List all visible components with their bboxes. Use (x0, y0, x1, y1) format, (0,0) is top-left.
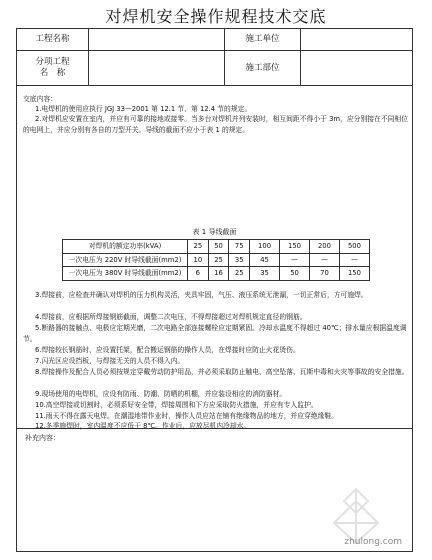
sub-project-label-line-1: 分项工程 (35, 57, 70, 67)
sub-project-label-line-2: 名 称 (39, 68, 66, 78)
project-name-label: 工程名称 (17, 29, 89, 50)
table-power-cell: 75 (229, 240, 250, 254)
table-cell: 50 (280, 267, 310, 281)
construction-dept-value[interactable] (301, 51, 414, 85)
content-item-1: 1.电焊机的使用应执行 JGJ 33—2001 第 12.1 节、第 12.4 节的规定。 (35, 105, 252, 113)
content-item-5: 5.断路器的接触点、电极应定期光磨，二次电路全部连接螺栓应定期紧固。冷却水温度不得超过 40℃；排水量应根据温度调节。 (23, 324, 407, 343)
content-item-3: 3.焊接前，应检查并确认对焊机的压力机构灵活，夹具牢固，气压、液压系统无泄漏，一切正常后，方可施焊。 (35, 291, 368, 299)
page-title: 对焊机安全操作规程技术交底 (105, 7, 327, 26)
header-row-1 (17, 29, 412, 51)
content-item-9: 9.现场使用的电焊机，应设有防雨、防潮、防晒的机棚，并应装设相应的消防器材。 (35, 390, 287, 398)
watermark-text: zhulong.com (344, 537, 402, 547)
content-item-12: 12.冬季施焊时，室内温度不应低于 8℃。作业后，应放尽机内冷却水。 (35, 422, 251, 430)
table-cell: 6 (188, 267, 209, 281)
table-row-label: 一次电压为 220V 时导线截面(mm2) (63, 253, 188, 267)
watermark-logo-icon (308, 485, 404, 545)
disclosure-content (17, 86, 412, 429)
content-item-11: 11.雨天不得在露天电焊。在潮湿地带作业时，操作人员应站在铺有绝缘物品的地方，并应穿绝缘鞋。 (35, 412, 339, 420)
disclosure-form (16, 28, 413, 552)
project-name-value[interactable] (89, 29, 225, 50)
table-header-label: 对焊机的额定功率(kVA) (63, 240, 188, 254)
supplement-section[interactable] (17, 429, 412, 551)
table-cell: 70 (310, 267, 340, 281)
content-item-6: 6.焊接较长钢筋时，应设置托架，配合搬运钢筋的操作人员，在焊接时应防止火花烫伤。 (35, 346, 300, 354)
table-power-cell: 150 (280, 240, 310, 254)
table-caption: 表 1 导线截面 (192, 228, 237, 236)
table-cell: 16 (208, 267, 229, 281)
table-cell: 150 (339, 267, 369, 281)
table-cell: 45 (250, 253, 280, 267)
construction-dept-label: 施工部位 (225, 51, 301, 85)
table-cell: — (280, 253, 310, 267)
table-row-label: 一次电压为 380V 时导线截面(mm2) (63, 267, 188, 281)
table-power-cell: 50 (208, 240, 229, 254)
table-row (63, 253, 370, 267)
table-power-cell: 200 (310, 240, 340, 254)
content-item-10: 10.高空焊接或切割时，必须系好安全带，焊接周围和下方应采取防火措施，并应有专人监护。 (35, 401, 318, 409)
table-power-cell: 25 (188, 240, 209, 254)
table-cell: 35 (229, 253, 250, 267)
table-cell: 25 (229, 267, 250, 281)
wire-section-table (62, 239, 370, 281)
construction-unit-value[interactable] (301, 29, 414, 50)
content-heading: 交底内容： (23, 95, 57, 103)
table-header-row (63, 240, 370, 254)
header-row-2 (17, 51, 412, 86)
content-item-4: 4.焊接前，应根据所焊接钢筋截面，调整二次电压，不得焊接超过对焊机规定直径的钢筋。 (35, 313, 307, 321)
table-cell: 35 (250, 267, 280, 281)
sub-project-value[interactable] (89, 51, 225, 85)
table-row (63, 267, 370, 281)
content-item-7: 7.闪光区应设挡板，与焊接无关的人员不得入内。 (35, 357, 185, 365)
table-cell: 25 (208, 253, 229, 267)
table-cell: — (310, 253, 340, 267)
content-item-2: 2.对焊机应安置在室内，并应有可靠的接地或接零。当多台对焊机并列安装时，相互间距不得小于 3m，应分别接在不同相位的电网上，并应分别有各自的刀型开关。导线的截面不应小于表 1 的规定。 (23, 115, 409, 134)
table-power-cell: 100 (250, 240, 280, 254)
supplement-label: 补充内容： (25, 434, 60, 442)
sub-project-label (17, 51, 89, 85)
table-power-cell: 500 (339, 240, 369, 254)
table-cell: — (339, 253, 369, 267)
content-item-8: 8.焊接操作及配合人员必须按规定穿戴劳动防护用品，并必须采取防止触电、高空坠落、瓦斯中毒和火灾等事故的安全措施。 (35, 368, 409, 376)
construction-unit-label: 施工单位 (225, 29, 301, 50)
table-cell: 10 (188, 253, 209, 267)
